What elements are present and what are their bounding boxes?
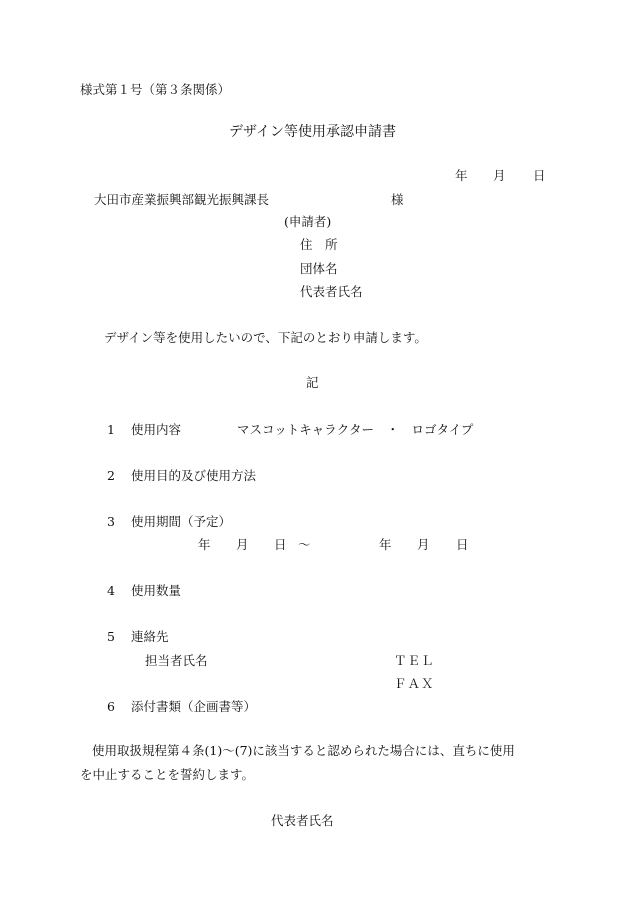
period-tilde: 〜 <box>298 537 311 552</box>
signature-label: 代表者氏名 <box>271 813 334 828</box>
date-month: 月 <box>493 168 506 183</box>
item-1-number: 1 <box>107 422 115 437</box>
form-number: 様式第１号（第３条関係） <box>80 82 231 97</box>
contact-fax-label: ＦＡＸ <box>394 676 435 691</box>
contact-tel-label: ＴＥＬ <box>394 653 435 668</box>
item-1-value: マスコットキャラクター ・ ロゴタイプ <box>237 422 474 437</box>
applicant-address-label: 住 所 <box>300 237 338 252</box>
item-6-number: 6 <box>107 699 115 714</box>
item-4-number: 4 <box>107 583 115 598</box>
date-year: 年 <box>455 168 468 183</box>
recipient: 大田市産業振興部観光振興課長 <box>94 192 270 207</box>
item-2-number: 2 <box>107 468 115 483</box>
item-1-label: 使用内容 <box>131 422 182 437</box>
period-from-day: 日 <box>274 537 287 552</box>
contact-person-label: 担当者氏名 <box>145 653 208 668</box>
item-2-label: 使用目的及び使用方法 <box>131 468 257 483</box>
date-day: 日 <box>533 168 546 183</box>
item-3-label: 使用期間（予定） <box>131 514 232 529</box>
item-4-label: 使用数量 <box>131 583 182 598</box>
period-from-month: 月 <box>236 537 249 552</box>
item-3-number: 3 <box>107 514 115 529</box>
intro-text: デザイン等を使用したいので、下記のとおり申請します。 <box>104 330 427 345</box>
document-title: デザイン等使用承認申請書 <box>229 124 397 140</box>
item-6-label: 添付書類（企画書等） <box>131 699 257 714</box>
pledge-line-2: を中止することを誓約します。 <box>80 767 255 782</box>
ki-heading: 記 <box>306 375 319 390</box>
period-to-day: 日 <box>456 537 469 552</box>
recipient-honorific: 様 <box>391 192 404 207</box>
applicant-org-label: 団体名 <box>300 261 338 276</box>
applicant-rep-label: 代表者氏名 <box>300 284 363 299</box>
period-to-month: 月 <box>417 537 430 552</box>
item-5-number: 5 <box>107 629 115 644</box>
applicant-heading: (申請者) <box>284 214 332 229</box>
period-to-year: 年 <box>379 537 392 552</box>
item-5-label: 連絡先 <box>131 629 169 644</box>
period-from-year: 年 <box>198 537 211 552</box>
pledge-line-1: 使用取扱規程第４条(1)～(7)に該当すると認められた場合には、直ちに使用 <box>92 743 515 758</box>
